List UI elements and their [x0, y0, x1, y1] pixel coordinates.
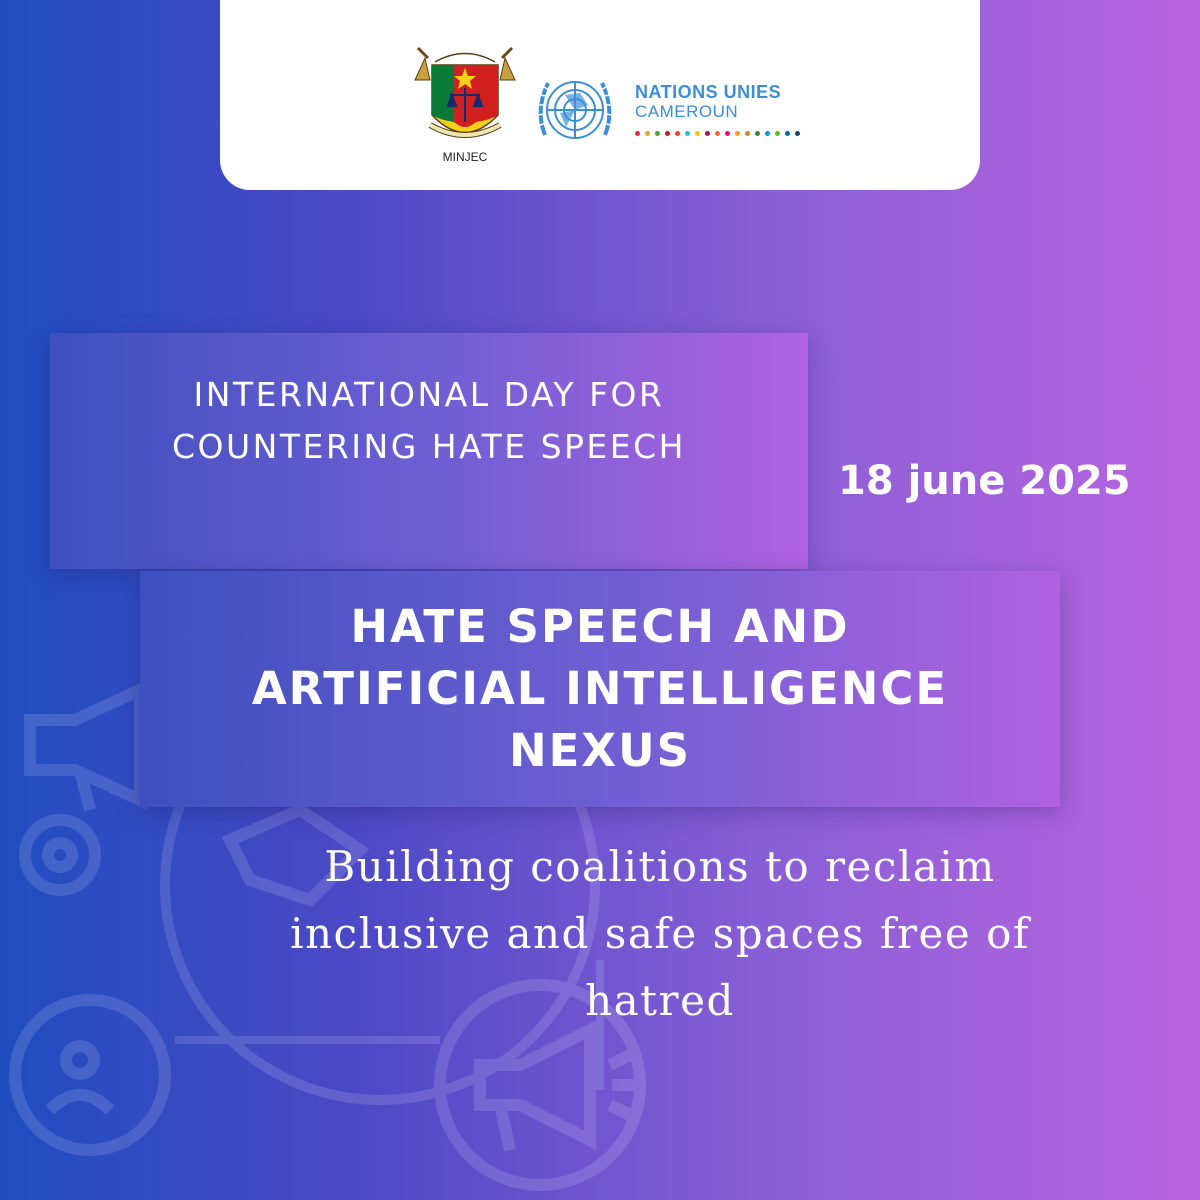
un-emblem	[530, 65, 620, 155]
subtitle-line1: Building coalitions to reclaim	[324, 842, 996, 891]
subtitle-line2: inclusive and safe spaces free of	[290, 909, 1030, 958]
cameroon-coat-of-arms-icon	[410, 40, 520, 150]
event-date: 18 june 2025	[838, 458, 1131, 504]
event-title-line1: INTERNATIONAL DAY FOR	[193, 375, 665, 414]
people-icon	[15, 1000, 165, 1150]
event-title-line2: COUNTERING HATE SPEECH	[171, 427, 686, 466]
sdg-dot	[645, 131, 650, 136]
sdg-dot	[735, 131, 740, 136]
sdg-dot	[635, 131, 640, 136]
logo-header-card	[220, 0, 980, 190]
theme-line1: HATE SPEECH AND	[350, 600, 850, 653]
sdg-dot	[695, 131, 700, 136]
sdg-dot	[785, 131, 790, 136]
un-wordmark-line1: NATIONS UNIES	[635, 82, 782, 102]
sdg-dot	[705, 131, 710, 136]
gear-icon	[25, 820, 95, 890]
sdg-dot	[675, 131, 680, 136]
theme-line3: NEXUS	[508, 724, 692, 777]
sdg-dot	[715, 131, 720, 136]
theme-line2: ARTIFICIAL INTELLIGENCE	[251, 662, 949, 715]
sdg-dot	[655, 131, 660, 136]
sdg-dot	[725, 131, 730, 136]
megaphone-icon	[30, 690, 140, 810]
minjec-logo	[410, 40, 520, 170]
sdg-dot	[775, 131, 780, 136]
sdg-dot	[755, 131, 760, 136]
minjec-caption: MINJEC	[442, 150, 488, 164]
sdg-dot	[665, 131, 670, 136]
subtitle-line3: hatred	[585, 976, 735, 1025]
un-emblem-icon	[530, 65, 620, 155]
sdg-color-dots	[635, 131, 800, 136]
un-wordmark-line2: CAMEROUN	[635, 102, 739, 121]
sdg-dot	[745, 131, 750, 136]
sdg-dot	[765, 131, 770, 136]
sdg-dot	[685, 131, 690, 136]
un-wordmark	[635, 82, 800, 136]
sdg-dot	[795, 131, 800, 136]
